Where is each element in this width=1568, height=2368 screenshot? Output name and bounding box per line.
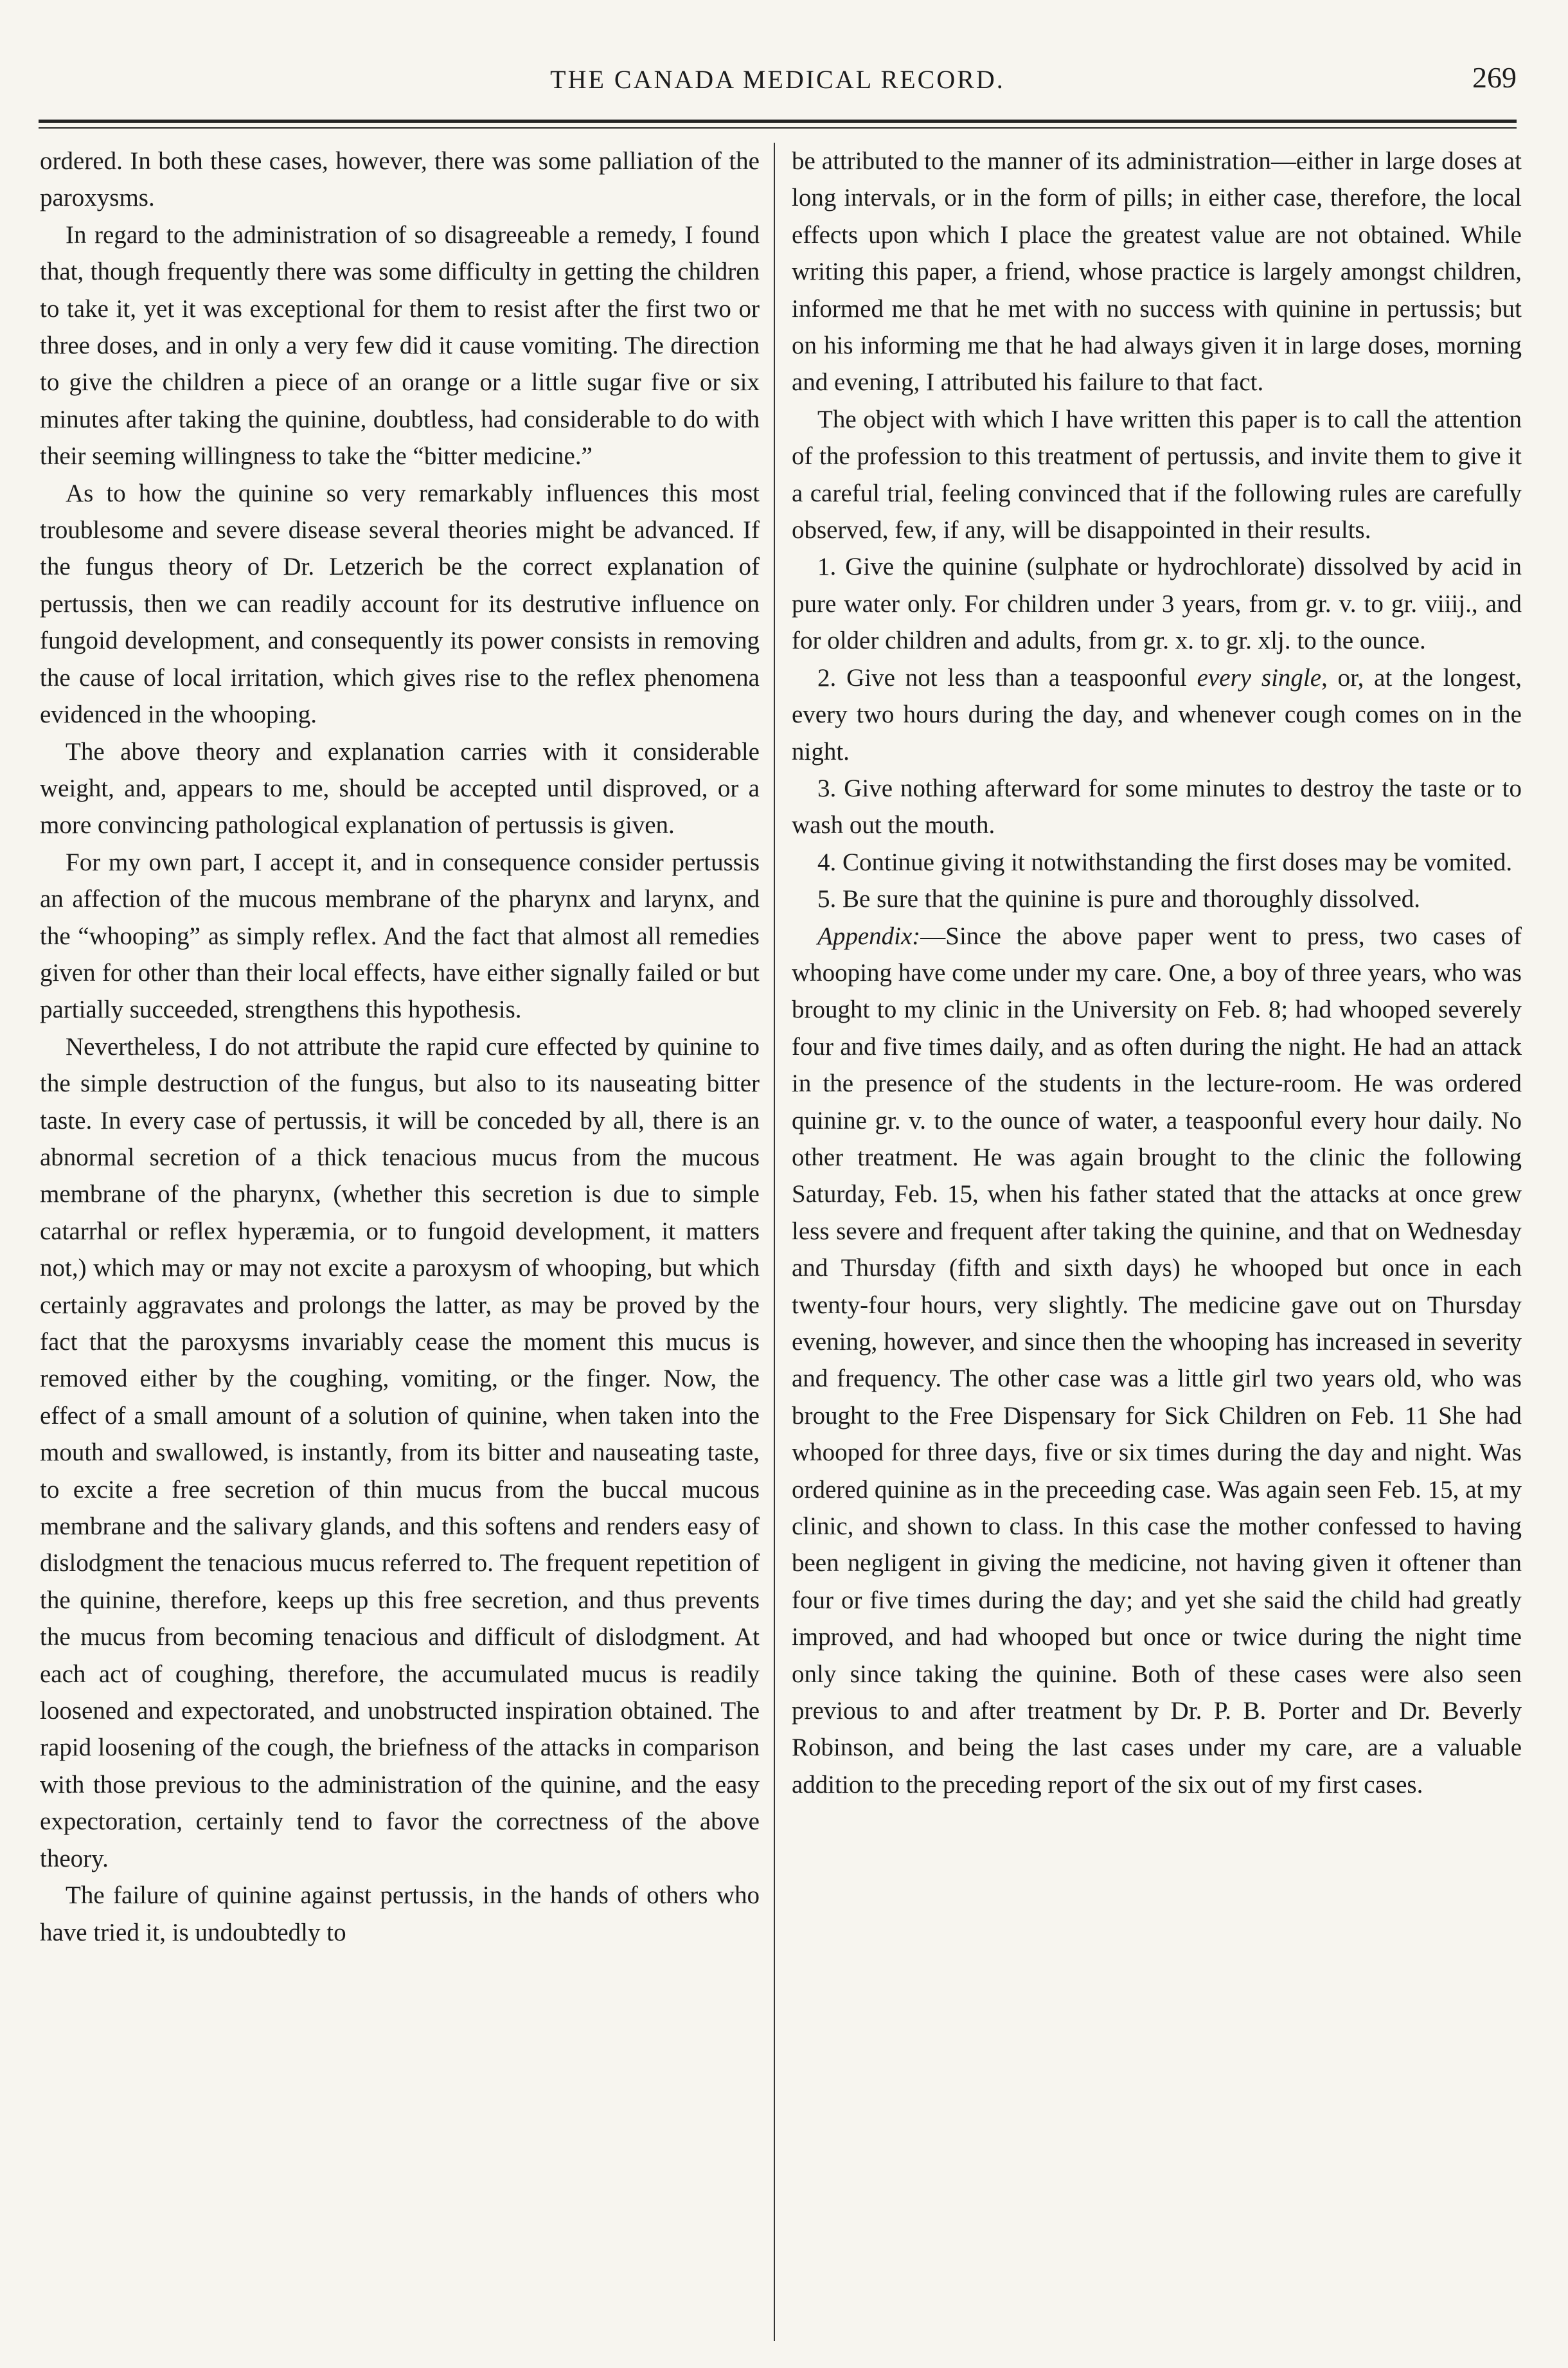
rule-item-5: 5. Be sure that the quinine is pure and thoroughly dissolved. bbox=[817, 885, 1421, 913]
rule-item-4: 4. Continue giving it notwithstanding the first doses may be vomited. bbox=[817, 848, 1513, 876]
rule-item-2-text-b: , or, at the longest, every two hours during the day, and whenever cough comes on in the night. bbox=[792, 663, 1522, 766]
running-title: THE CANADA MEDICAL RECORD. bbox=[550, 65, 1005, 94]
appendix-paragraph bbox=[792, 918, 1522, 1804]
paragraph: be attributed to the manner of its administration—either in large doses at long intervals, or in the form of pills; in either case, therefore, the local effects upon which I place the greatest value are not obtained. While writing this paper, a friend, whose practice is largely amongst children, informed me that he met with no success with quinine in pertussis; but on his informing me that he had always given it in large doses, morning and evening, I attributed his failure to that fact. bbox=[792, 147, 1522, 397]
paragraph: Nevertheless, I do not attribute the rapid cure effected by quinine to the simple destruction of the fungus, but also to its nauseating bitter taste. In every case of pertussis, it will be conceded by all, there is an abnormal secretion of a thick tenacious mucus from the mucous membrane of the pharynx, (whether this secretion is due to simple catarrhal or reflex hyperæmia, or to fungoid development, it matters not,) which may or may not excite a paroxysm of whooping, but which certainly aggravates and prolongs the latter, as may be proved by the fact that the paroxysms invariably cease the moment this mucus is removed either by the coughing, vomiting, or the finger. Now, the effect of a small amount of a solution of quinine, when taken into the mouth and swallowed, is instantly, from its bitter and nauseating taste, to excite a free secretion of thin mucus from the buccal mucous membrane and the salivary glands, and this softens and renders easy of dislodgment the tenacious mucus referred to. The frequent repetition of the quinine, therefore, keeps up this free secretion, and thus prevents the mucus from becoming tenacious and difficult of dislodgment. At each act of coughing, therefore, the accumulated mucus is readily loosened and expectorated, and unobstructed inspiration obtained. The rapid loosening of the cough, the briefness of the attacks in comparison with those previous to the administration of the quinine, and the easy expectoration, certainly tend to favor the correctness of the above theory. bbox=[40, 1032, 760, 1872]
page-number: 269 bbox=[1472, 61, 1517, 94]
column-divider bbox=[774, 143, 775, 2341]
rule-item-1: 1. Give the quinine (sulphate or hydrochlorate) dissolved by acid in pure water only. For children under 3 years, from gr. v. to gr. viiij., and for older children and adults, from gr. x. to gr. xlj. to the ounce. bbox=[792, 553, 1522, 655]
appendix-label: Appendix: bbox=[817, 922, 921, 950]
rule-item-2 bbox=[792, 659, 1522, 770]
appendix-text: —Since the above paper went to press, two cases of whooping have come under my care. One, a boy of three years, who was brought to my clinic in the University on Feb. 8; had whooped severely four and five times daily, and as often during the night. He had an attack in the presence of the students in the lecture-room. He was ordered quinine gr. v. to the ounce of water, a teaspoonful every hour daily. No other treatment. He was again brought to the clinic the following Saturday, Feb. 15, when his father stated that the attacks at once grew less severe and frequent after taking the quinine, and that on Wednesday and Thursday (fifth and sixth days) he whooped but once in each twenty-four hours, very slightly. The medicine gave out on Thursday evening, however, and since then the whooping has increased in severity and frequency. The other case was a little girl two years old, who was brought to the Free Dispensary for Sick Children on Feb. 11 She had whooped for three days, five or six times during the day and night. Was ordered quinine as in the preceeding case. Was again seen Feb. 15, at my clinic, and shown to class. In this case the mother confessed to having been negligent in giving the medicine, not having given it oftener than four or five times during the day; and yet she said the child had greatly improved, and had whooped but once or twice during the night time only since taking the quinine. Both of these cases were also seen previous to and after treatment by Dr. P. B. Porter and Dr. Beverly Robinson, and being the last cases under my care, are a valuable addition to the preceding report of the six out of my first cases. bbox=[792, 922, 1522, 1798]
rule-item-2-emphasis: every single bbox=[1197, 663, 1322, 692]
rule-item-2-text-a: 2. Give not less than a teaspoonful bbox=[817, 663, 1197, 692]
paragraph: In regard to the administration of so disagreeable a remedy, I found that, though frequently there was some difficulty in getting the children to take it, yet it was exceptional for them to resist after the first two or three doses, and in only a very few did it cause vomiting. The direction to give the children a piece of an orange or a little sugar five or six minutes after taking the quinine, doubtless, had considerable to do with their seeming willingness to take the “bitter medicine.” bbox=[40, 220, 760, 471]
header-rule-thin bbox=[39, 127, 1517, 129]
paragraph: For my own part, I accept it, and in consequence consider pertussis an affection of the mucous membrane of the pharynx and larynx, and the “whooping” as simply reflex. And the fact that almost all remedies given for other than their local effects, have either signally failed or but partially succeeded, strengthens this hypothesis. bbox=[40, 848, 760, 1024]
paragraph: The above theory and explanation carries with it considerable weight, and, appears to me, should be accepted until disproved, or a more convincing pathological explanation of pertussis is given. bbox=[40, 737, 760, 839]
right-column bbox=[792, 143, 1522, 2341]
page-header bbox=[39, 58, 1517, 109]
paragraph: The object with which I have written this paper is to call the attention of the profession to this treatment of pertussis, and invite them to give it a careful trial, feeling convinced that if the following rules are carefully observed, few, if any, will be disappointed in their results. bbox=[792, 405, 1522, 544]
rule-item-3: 3. Give nothing afterward for some minutes to destroy the taste or to wash out the mouth. bbox=[792, 774, 1522, 839]
left-column bbox=[40, 143, 760, 2341]
paragraph: As to how the quinine so very remarkably influences this most troublesome and severe disease several theories might be advanced. If the fungus theory of Dr. Letzerich be the correct explanation of pertussis, then we can readily account for its destrutive influence on fungoid development, and consequently its power consists in removing the cause of local irritation, which gives rise to the reflex phenomena evidenced in the whooping. bbox=[40, 479, 760, 729]
paragraph: The failure of quinine against pertussis, in the hands of others who have tried it, is undoubtedly to bbox=[40, 1881, 760, 1946]
header-rule-thick bbox=[39, 120, 1517, 123]
paragraph: ordered. In both these cases, however, there was some palliation of the paroxysms. bbox=[40, 147, 760, 212]
